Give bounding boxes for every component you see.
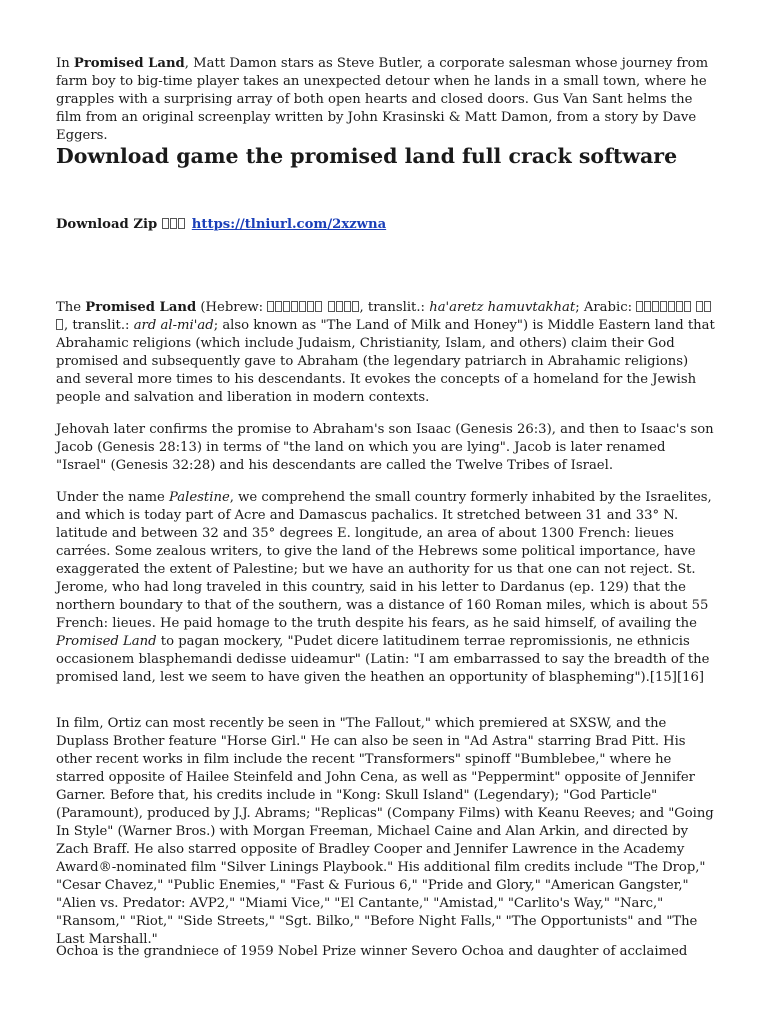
- p1-seg4: , translit.:: [64, 318, 134, 333]
- paragraph-jehovah: Jehovah later confirms the promise to Abraham's son Isaac (Genesis 26:3), and then to Isaac's son Jacob (Genesis 28:13) in terms of "the land on which you are lying". Jacob is later renamed "Israel" (Genesis 32:28) and his descendants are called the Twelve Tribes of Israel.: [56, 422, 714, 473]
- download-label: Download Zip: [56, 217, 158, 232]
- download-link[interactable]: https://tlniurl.com/2xzwna: [191, 217, 387, 232]
- intro-paragraph: [56, 55, 716, 145]
- paragraph-promised-land: [56, 299, 716, 407]
- p1-prefix: The: [56, 300, 86, 315]
- download-line: [56, 216, 386, 234]
- p1-seg3: ; Arabic:: [575, 300, 637, 315]
- p3-italic2: Promised Land: [56, 634, 157, 649]
- paragraph-ortiz: In film, Ortiz can most recently be seen in "The Fallout," which premiered at SXSW, and the Duplass Brother feature "Horse Girl." He can also be seen in "Ad Astra" starring Brad Pitt. His other recent works in film include the recent "Transformers" spinoff "Bumblebee," where he starred opposite of Hailee Steinfeld and John Cena, as well as "Peppermint" opposite of Jennifer Garner. Before that, his credits include in "Kong: Skull Island" (Legendary); "God Particle" (Paramount), produced by J.J. Abrams; "Replicas" (Company Films) with Keanu Reeves; and "Going In Style" (Warner Bros.) with Morgan Freeman, Michael Caine and Alan Arkin, and directed by Zach Braff. He also starred opposite of Bradley Cooper and Jennifer Lawrence in the Academy Award®-nominated film "Silver Linings Playbook." His additional film credits include "The Drop," "Cesar Chavez," "Public Enemies," "Fast & Furious 6," "Pride and Glory," "American Gangster," "Alien vs. Predator: AVP2," "Miami Vice," "El Cantante," "Amistad," "Carlito's Way," "Narc," "Ransom," "Riot," "Side Streets," "Sgt. Bilko," "Before Night Falls," "The Opportunists" and "The Last Marshall.": [56, 716, 714, 947]
- paragraph-palestine: [56, 489, 716, 687]
- p1-italic1: ha'aretz hamuvtakhat: [429, 300, 576, 315]
- p3-italic1: Palestine: [169, 490, 230, 505]
- p1-seg2: , translit.:: [359, 300, 430, 315]
- p1-italic2: ard al-mi'ad: [133, 318, 214, 333]
- p3-prefix: Under the name: [56, 490, 169, 505]
- paragraph-ochoa: Ochoa is the grandniece of 1959 Nobel Prize winner Severo Ochoa and daughter of acclaimed: [56, 944, 688, 959]
- p1-bold: Promised Land: [85, 300, 197, 315]
- page-heading: Download game the promised land full crack software: [56, 144, 678, 168]
- intro-prefix: In: [56, 56, 74, 71]
- missing-glyph-icon: [162, 217, 186, 232]
- p3-seg2: to pagan mockery, "Pudet dicere latitudinem terrae repromissionis, ne ethnicis occasionem blasphemandi dedisse uideamur" (Latin: "I am embarrassed to say the breadth of the promised land, lest we seem to have given the heathen an opportunity of blaspheming").[15][16]: [56, 634, 710, 685]
- intro-title-bold: Promised Land: [73, 56, 185, 71]
- missing-glyph-icon: [267, 300, 359, 315]
- intro-text: , Matt Damon stars as Steve Butler, a corporate salesman whose journey from farm boy to big-time player takes an unexpected detour when he lands in a small town, where he grapples with a surprising array of both open hearts and closed doors. Gus Van Sant helms the film from an original screenplay written by John Krasinski & Matt Damon, from a story by Dave Eggers.: [56, 56, 709, 143]
- p1-seg1: (Hebrew:: [196, 300, 268, 315]
- p3-seg1: , we comprehend the small country formerly inhabited by the Israelites, and which is today part of Acre and Damascus pachalics. It stretched between 31 and 33° N. latitude and between 32 and 35° degrees E. longitude, an area of about 1300 French: lieues carrées. Some zealous writers, to give the land of the Hebrews some political importance, have exaggerated the extent of Palestine; but we have an authority for us that one can not reject. St. Jerome, who had long traveled in this country, said in his letter to Dardanus (ep. 129) that the northern boundary to that of the southern, was a distance of 160 Roman miles, which is about 55 French: lieues. He paid homage to the truth despite his fears, as he said himself, of availing the: [56, 490, 712, 631]
- p1-seg5: ; also known as "The Land of Milk and Honey") is Middle Eastern land that Abrahamic religions (which include Judaism, Christianity, Islam, and others) claim their God promised and subsequently gave to Abraham (the legendary patriarch in Abrahamic religions) and several more times to his descendants. It evokes the concepts of a homeland for the Jewish people and salvation and liberation in modern contexts.: [56, 318, 715, 405]
